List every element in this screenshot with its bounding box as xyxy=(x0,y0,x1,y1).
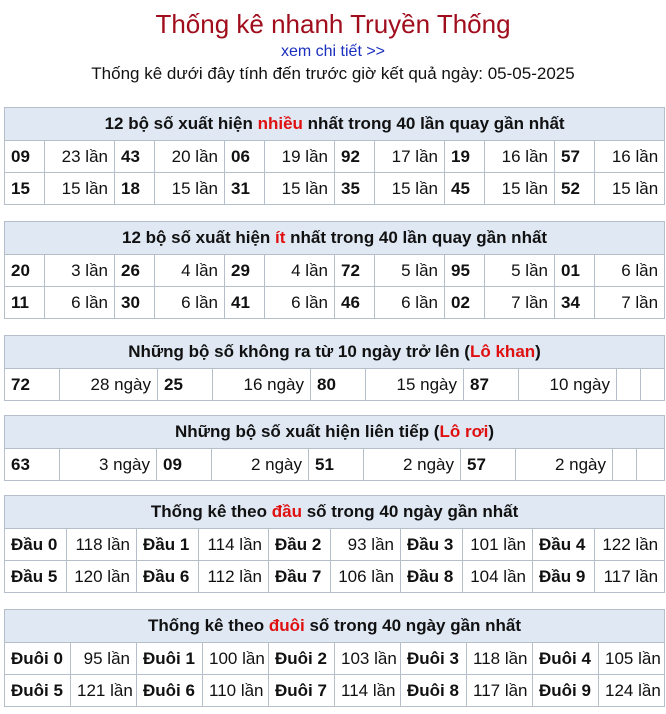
empty-cell xyxy=(617,369,641,401)
duoi-title: Thống kê theo đuôi số trong 40 ngày gần nhất xyxy=(5,610,665,643)
number-cell: 18 xyxy=(115,173,155,205)
number-cell: 01 xyxy=(555,255,595,287)
number-cell: 26 xyxy=(115,255,155,287)
count-cell: 15 lần xyxy=(155,173,225,205)
days-cell: 15 ngày xyxy=(366,369,464,401)
number-cell: 20 xyxy=(5,255,45,287)
number-cell: 25 xyxy=(158,369,213,401)
table-row xyxy=(5,561,665,593)
lo-roi-table xyxy=(4,415,665,481)
count-cell: 105 lần xyxy=(599,643,665,675)
number-cell: 72 xyxy=(335,255,375,287)
number-cell: 02 xyxy=(445,287,485,319)
count-cell: 7 lần xyxy=(595,287,665,319)
count-cell: 117 lần xyxy=(595,561,665,593)
head-label: Đầu 3 xyxy=(401,529,463,561)
number-cell: 06 xyxy=(225,141,265,173)
tail-label: Đuôi 3 xyxy=(401,643,467,675)
number-cell: 15 xyxy=(5,173,45,205)
head-label: Đầu 1 xyxy=(137,529,199,561)
count-cell: 5 lần xyxy=(375,255,445,287)
count-cell: 3 lần xyxy=(45,255,115,287)
number-cell: 72 xyxy=(5,369,60,401)
count-cell: 120 lần xyxy=(67,561,137,593)
days-cell: 2 ngày xyxy=(212,449,309,481)
number-cell: 29 xyxy=(225,255,265,287)
count-cell: 15 lần xyxy=(595,173,665,205)
count-cell: 122 lần xyxy=(595,529,665,561)
page-title: Thống kê nhanh Truyền Thống xyxy=(155,9,511,39)
number-cell: 09 xyxy=(5,141,45,173)
count-cell: 6 lần xyxy=(375,287,445,319)
days-cell: 28 ngày xyxy=(60,369,158,401)
number-cell: 41 xyxy=(225,287,265,319)
count-cell: 6 lần xyxy=(595,255,665,287)
count-cell: 15 lần xyxy=(375,173,445,205)
duoi-table xyxy=(4,609,665,707)
number-cell: 09 xyxy=(157,449,212,481)
view-details-link[interactable]: xem chi tiết >> xyxy=(280,43,386,60)
count-cell: 117 lần xyxy=(467,675,533,707)
count-cell: 101 lần xyxy=(463,529,533,561)
count-cell: 6 lần xyxy=(155,287,225,319)
number-cell: 46 xyxy=(335,287,375,319)
number-cell: 51 xyxy=(309,449,364,481)
tail-label: Đuôi 0 xyxy=(5,643,71,675)
number-cell: 57 xyxy=(555,141,595,173)
number-cell: 52 xyxy=(555,173,595,205)
count-cell: 15 lần xyxy=(45,173,115,205)
count-cell: 17 lần xyxy=(375,141,445,173)
count-cell: 6 lần xyxy=(45,287,115,319)
number-cell: 11 xyxy=(5,287,45,319)
table-row xyxy=(5,449,665,481)
count-cell: 110 lần xyxy=(203,675,269,707)
count-cell: 104 lần xyxy=(463,561,533,593)
tail-label: Đuôi 9 xyxy=(533,675,599,707)
number-cell: 43 xyxy=(115,141,155,173)
number-cell: 92 xyxy=(335,141,375,173)
number-cell: 30 xyxy=(115,287,155,319)
count-cell: 16 lần xyxy=(595,141,665,173)
count-cell: 5 lần xyxy=(485,255,555,287)
table-row xyxy=(5,173,665,205)
head-label: Đầu 6 xyxy=(137,561,199,593)
lo-roi-title: Những bộ số xuất hiện liên tiếp (Lô rơi) xyxy=(5,416,665,449)
count-cell: 112 lần xyxy=(199,561,269,593)
count-cell: 6 lần xyxy=(265,287,335,319)
number-cell: 34 xyxy=(555,287,595,319)
number-cell: 87 xyxy=(464,369,519,401)
number-cell: 95 xyxy=(445,255,485,287)
number-cell: 35 xyxy=(335,173,375,205)
table-row xyxy=(5,255,665,287)
count-cell: 100 lần xyxy=(203,643,269,675)
number-cell: 57 xyxy=(461,449,516,481)
most-frequent-table xyxy=(4,107,665,205)
table-row xyxy=(5,287,665,319)
tail-label: Đuôi 1 xyxy=(137,643,203,675)
empty-cell xyxy=(637,449,665,481)
least-frequent-table xyxy=(4,221,665,319)
empty-cell xyxy=(613,449,637,481)
table-row xyxy=(5,369,665,401)
least-frequent-title: 12 bộ số xuất hiện ít nhất trong 40 lần quay gần nhất xyxy=(5,222,665,255)
table-row xyxy=(5,643,665,675)
days-cell: 10 ngày xyxy=(519,369,617,401)
dau-title: Thống kê theo đầu số trong 40 ngày gần nhất xyxy=(5,496,665,529)
days-cell: 2 ngày xyxy=(516,449,613,481)
lo-khan-table xyxy=(4,335,665,401)
tail-label: Đuôi 4 xyxy=(533,643,599,675)
number-cell: 31 xyxy=(225,173,265,205)
count-cell: 15 lần xyxy=(485,173,555,205)
head-label: Đầu 2 xyxy=(269,529,331,561)
number-cell: 80 xyxy=(311,369,366,401)
count-cell: 118 lần xyxy=(67,529,137,561)
tail-label: Đuôi 5 xyxy=(5,675,71,707)
count-cell: 124 lần xyxy=(599,675,665,707)
count-cell: 23 lần xyxy=(45,141,115,173)
number-cell: 19 xyxy=(445,141,485,173)
count-cell: 95 lần xyxy=(71,643,137,675)
table-row xyxy=(5,529,665,561)
empty-cell xyxy=(641,369,665,401)
table-row xyxy=(5,141,665,173)
tail-label: Đuôi 7 xyxy=(269,675,335,707)
count-cell: 106 lần xyxy=(331,561,401,593)
head-label: Đầu 7 xyxy=(269,561,331,593)
number-cell: 63 xyxy=(5,449,60,481)
most-frequent-title: 12 bộ số xuất hiện nhiều nhất trong 40 lần quay gần nhất xyxy=(5,108,665,141)
days-cell: 2 ngày xyxy=(364,449,461,481)
head-label: Đầu 0 xyxy=(5,529,67,561)
count-cell: 114 lần xyxy=(335,675,401,707)
head-label: Đầu 9 xyxy=(533,561,595,593)
table-row xyxy=(5,675,665,707)
count-cell: 114 lần xyxy=(199,529,269,561)
lo-khan-title: Những bộ số không ra từ 10 ngày trở lên (Lô khan) xyxy=(5,336,665,369)
head-label: Đầu 8 xyxy=(401,561,463,593)
tail-label: Đuôi 8 xyxy=(401,675,467,707)
tail-label: Đuôi 2 xyxy=(269,643,335,675)
count-cell: 16 lần xyxy=(485,141,555,173)
count-cell: 103 lần xyxy=(335,643,401,675)
head-label: Đầu 5 xyxy=(5,561,67,593)
page-subtitle: Thống kê dưới đây tính đến trước giờ kết quả ngày: 05-05-2025 xyxy=(91,64,575,83)
count-cell: 93 lần xyxy=(331,529,401,561)
count-cell: 4 lần xyxy=(155,255,225,287)
head-label: Đầu 4 xyxy=(533,529,595,561)
count-cell: 7 lần xyxy=(485,287,555,319)
count-cell: 19 lần xyxy=(265,141,335,173)
count-cell: 4 lần xyxy=(265,255,335,287)
count-cell: 20 lần xyxy=(155,141,225,173)
tail-label: Đuôi 6 xyxy=(137,675,203,707)
number-cell: 45 xyxy=(445,173,485,205)
days-cell: 3 ngày xyxy=(60,449,157,481)
count-cell: 15 lần xyxy=(265,173,335,205)
count-cell: 118 lần xyxy=(467,643,533,675)
dau-table xyxy=(4,495,665,593)
count-cell: 121 lần xyxy=(71,675,137,707)
page-header xyxy=(0,0,666,84)
days-cell: 16 ngày xyxy=(213,369,311,401)
